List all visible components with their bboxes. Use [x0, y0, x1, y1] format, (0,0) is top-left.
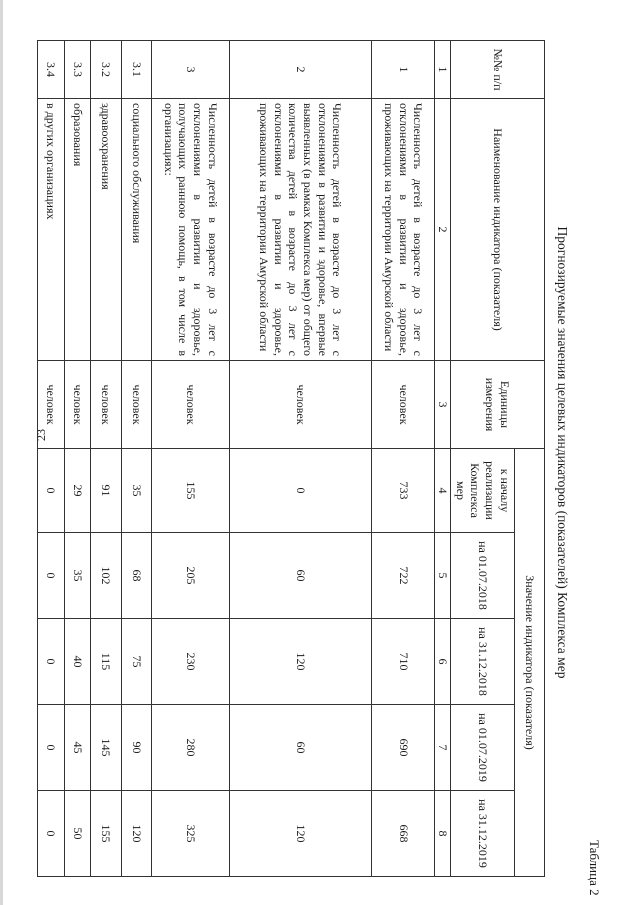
- row-value: 68: [121, 533, 152, 619]
- row-name: Численность детей в возрасте до 3 лет с отклонениями в развитии и здоровье, впервые выявленных (в рамках Комплекса мер) от общего количества детей в возрасте до 3 лет с отклонениями в развитии и здоровье, проживающих на территории Амурской области: [229, 99, 372, 361]
- table-row: [372, 41, 435, 877]
- table-label: Таблица 2: [587, 840, 602, 896]
- row-value: 60: [229, 533, 372, 619]
- row-num: 3.3: [64, 41, 90, 99]
- row-value: 50: [64, 791, 90, 877]
- row-value: 690: [372, 705, 435, 791]
- row-value: 35: [64, 533, 90, 619]
- page-number: 23: [34, 429, 48, 441]
- column-number: 5: [435, 533, 451, 619]
- table-row: [91, 41, 122, 877]
- table-row: [121, 41, 152, 877]
- row-name: здравоохранения: [91, 99, 122, 361]
- row-unit: человек: [38, 361, 65, 449]
- column-number: 3: [435, 361, 451, 449]
- row-name: образования: [64, 99, 90, 361]
- row-num: 3.2: [91, 41, 122, 99]
- document-title: Прогнозируемые значения целевых индикаторов (показателей) Комплекса мер: [555, 226, 570, 679]
- header-period: на 31.12.2018: [451, 619, 515, 705]
- row-value: 60: [229, 705, 372, 791]
- row-name: Численность детей в возрасте до 3 лет с отклонениями в развитии и здоровье, проживающих на территории Амурской области: [372, 99, 435, 361]
- row-num: 3.4: [38, 41, 65, 99]
- table-row: [38, 41, 65, 877]
- row-value: 0: [38, 705, 65, 791]
- row-value: 733: [372, 449, 435, 533]
- row-value: 0: [38, 533, 65, 619]
- column-number: 8: [435, 791, 451, 877]
- row-unit: человек: [64, 361, 90, 449]
- row-value: 75: [121, 619, 152, 705]
- column-number: 4: [435, 449, 451, 533]
- row-value: 145: [91, 705, 122, 791]
- row-value: 29: [64, 449, 90, 533]
- column-number: 1: [435, 41, 451, 99]
- row-name: Численность детей в возрасте до 3 лет с отклонениями в развитии и здоровье, получающих раннюю помощь, в том числе в организациях:: [152, 99, 229, 361]
- row-value: 0: [229, 449, 372, 533]
- indicators-table: [37, 40, 545, 877]
- row-num: 3: [152, 41, 229, 99]
- column-number: 7: [435, 705, 451, 791]
- row-value: 35: [121, 449, 152, 533]
- row-unit: человек: [152, 361, 229, 449]
- header-period: на 01.07.2019: [451, 705, 515, 791]
- row-num: 1: [372, 41, 435, 99]
- row-value: 115: [91, 619, 122, 705]
- row-value: 91: [91, 449, 122, 533]
- row-value: 102: [91, 533, 122, 619]
- row-value: 230: [152, 619, 229, 705]
- row-unit: человек: [121, 361, 152, 449]
- row-name: социального обслуживания: [121, 99, 152, 361]
- header-period: на 01.07.2018: [451, 533, 515, 619]
- row-unit: человек: [91, 361, 122, 449]
- row-num: 3.1: [121, 41, 152, 99]
- header-name: Наименование индикатора (показателя): [451, 99, 545, 361]
- row-value: 155: [91, 791, 122, 877]
- table-row: [64, 41, 90, 877]
- header-period: на 31.12.2019: [451, 791, 515, 877]
- table-row: [229, 41, 372, 877]
- row-value: 722: [372, 533, 435, 619]
- row-value: 205: [152, 533, 229, 619]
- table-row: [152, 41, 229, 877]
- row-value: 45: [64, 705, 90, 791]
- row-num: 2: [229, 41, 372, 99]
- row-value: 155: [152, 449, 229, 533]
- row-value: 120: [229, 791, 372, 877]
- column-number: 6: [435, 619, 451, 705]
- row-value: 120: [121, 791, 152, 877]
- row-value: 120: [229, 619, 372, 705]
- header-values-group: Значение индикатора (показателя): [515, 449, 545, 877]
- row-value: 0: [38, 449, 65, 533]
- column-number: 2: [435, 99, 451, 361]
- row-value: 90: [121, 705, 152, 791]
- row-unit: человек: [372, 361, 435, 449]
- row-value: 668: [372, 791, 435, 877]
- row-value: 0: [38, 791, 65, 877]
- header-period: к началу реализации Комплекса мер: [451, 449, 515, 533]
- row-value: 40: [64, 619, 90, 705]
- header-units: Единицы измерения: [451, 361, 545, 449]
- row-name: в других организациях: [38, 99, 65, 361]
- row-unit: человек: [229, 361, 372, 449]
- row-value: 0: [38, 619, 65, 705]
- row-value: 325: [152, 791, 229, 877]
- row-value: 710: [372, 619, 435, 705]
- row-value: 280: [152, 705, 229, 791]
- header-num: №№ п/п: [451, 41, 545, 99]
